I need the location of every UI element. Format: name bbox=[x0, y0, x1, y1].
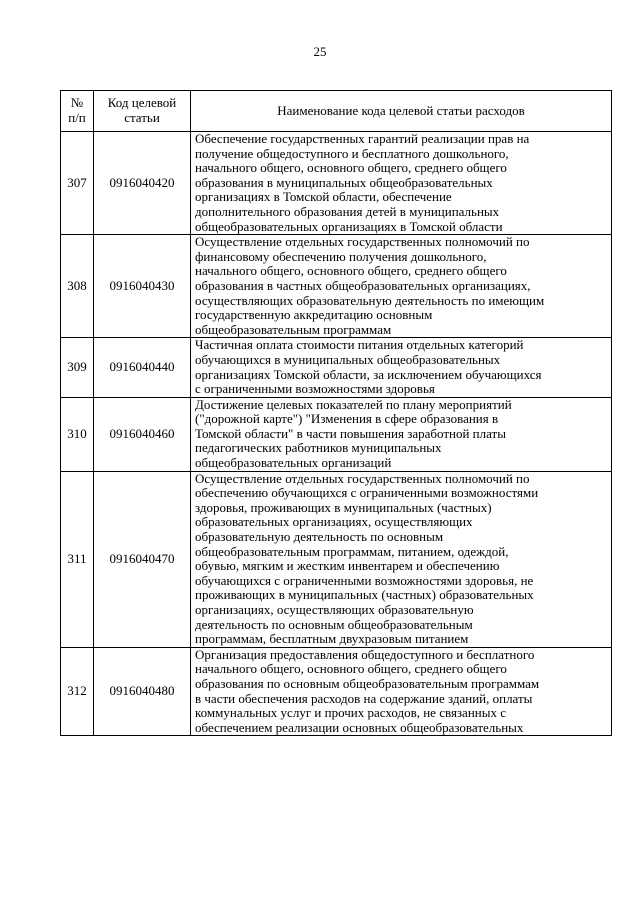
header-number-line1: № bbox=[70, 95, 84, 111]
table-row bbox=[61, 471, 612, 647]
description-line: общеобразовательных организациях в Томской области bbox=[195, 218, 503, 234]
row-number: 312 bbox=[61, 647, 94, 736]
description-line: в части обеспечения расходов на содержание зданий, оплаты bbox=[195, 690, 533, 706]
description-line: программам, бесплатным двухразовым питанием bbox=[195, 631, 469, 647]
description-line: дополнительного образования детей в муниципальных bbox=[195, 203, 500, 219]
row-code: 0916040460 bbox=[94, 397, 191, 471]
description-line: Осуществление отдельных государственных полномочий по bbox=[195, 470, 530, 486]
description-line: начального общего, основного общего, среднего общего bbox=[195, 263, 507, 279]
description-line: Томской области" в части повышения заработной платы bbox=[195, 425, 506, 441]
description-line: образовательных организациях, осуществляющих bbox=[195, 514, 473, 530]
description-line: Достижение целевых показателей по плану мероприятий bbox=[195, 396, 512, 412]
row-description bbox=[191, 471, 612, 647]
description-line: обеспечению обучающихся с ограниченными возможностями bbox=[195, 485, 539, 501]
table-row bbox=[61, 235, 612, 338]
row-number: 310 bbox=[61, 397, 94, 471]
row-description bbox=[191, 235, 612, 338]
description-line: обувью, мягким и жестким инвентарем и обеспечению bbox=[195, 558, 500, 574]
header-code-line1: Код целевой bbox=[107, 95, 177, 111]
description-line: организациях Томской области, за исключением обучающихся bbox=[195, 366, 542, 382]
description-line: общеобразовательным программам bbox=[195, 321, 392, 337]
row-number: 309 bbox=[61, 338, 94, 397]
table-row bbox=[61, 338, 612, 397]
description-line: Осуществление отдельных государственных полномочий по bbox=[195, 234, 530, 250]
row-code: 0916040470 bbox=[94, 471, 191, 647]
description-line: здоровья, проживающих в муниципальных (частных) bbox=[195, 499, 492, 515]
description-line: образовательную деятельность по основным bbox=[195, 529, 444, 545]
table-row bbox=[61, 397, 612, 471]
description-line: образования в частных общеобразовательных организациях, bbox=[195, 277, 531, 293]
table-body bbox=[61, 132, 612, 736]
description-line: обеспечением реализации основных общеобразовательных bbox=[195, 719, 524, 735]
row-number: 307 bbox=[61, 132, 94, 235]
description-line: начального общего, основного общего, среднего общего bbox=[195, 661, 507, 677]
table-row bbox=[61, 132, 612, 235]
description-line: общеобразовательных организаций bbox=[195, 455, 392, 471]
description-line: проживающих в муниципальных (частных) образовательных bbox=[195, 587, 534, 603]
header-code bbox=[94, 91, 191, 132]
table-row bbox=[61, 647, 612, 736]
description-line: Организация предоставления общедоступного и бесплатного bbox=[195, 646, 535, 662]
description-line: осуществляющих образовательную деятельность по имеющим bbox=[195, 292, 545, 308]
row-number: 308 bbox=[61, 235, 94, 338]
header-name: Наименование кода целевой статьи расходов bbox=[191, 91, 612, 132]
description-line: с ограниченными возможностями здоровья bbox=[195, 381, 435, 397]
description-line: получение общедоступного и бесплатного дошкольного, bbox=[195, 145, 509, 161]
description-line: образования в муниципальных общеобразовательных bbox=[195, 174, 493, 190]
description-line: организациях, осуществляющих образовательную bbox=[195, 602, 474, 617]
description-line: педагогических работников муниципальных bbox=[195, 440, 442, 456]
description-line: начального общего, основного общего, среднего общего bbox=[195, 160, 507, 176]
row-description bbox=[191, 647, 612, 736]
row-code: 0916040480 bbox=[94, 647, 191, 736]
header-code-line2: статьи bbox=[124, 110, 160, 125]
description-line: деятельность по основным общеобразовательным bbox=[195, 616, 473, 632]
row-description bbox=[191, 132, 612, 235]
description-line: обучающихся с ограниченными возможностями здоровья, не bbox=[195, 572, 534, 588]
description-line: коммунальных услуг и прочих расходов, не связанных с bbox=[195, 705, 506, 721]
row-code: 0916040430 bbox=[94, 235, 191, 338]
row-description bbox=[191, 397, 612, 471]
description-line: организациях в Томской области, обеспечение bbox=[195, 189, 452, 205]
description-line: обучающихся в муниципальных общеобразовательных bbox=[195, 351, 501, 367]
description-line: Частичная оплата стоимости питания отдельных категорий bbox=[195, 337, 524, 353]
description-line: Обеспечение государственных гарантий реализации прав на bbox=[195, 131, 530, 146]
table-header-row bbox=[61, 91, 612, 132]
description-line: общеобразовательным программам, питанием, одеждой, bbox=[195, 543, 509, 559]
target-article-codes-table bbox=[60, 90, 612, 736]
header-number bbox=[61, 91, 94, 132]
header-number-line2: п/п bbox=[68, 110, 86, 125]
description-line: финансовому обеспечению получения дошкольного, bbox=[195, 248, 487, 264]
description-line: государственную аккредитацию основным bbox=[195, 307, 433, 323]
row-number: 311 bbox=[61, 471, 94, 647]
description-line: ("дорожной карте") "Изменения в сфере образования в bbox=[195, 411, 499, 427]
row-code: 0916040420 bbox=[94, 132, 191, 235]
row-code: 0916040440 bbox=[94, 338, 191, 397]
row-description bbox=[191, 338, 612, 397]
description-line: образования по основным общеобразовательным программам bbox=[195, 675, 540, 691]
page-number: 25 bbox=[313, 44, 327, 59]
